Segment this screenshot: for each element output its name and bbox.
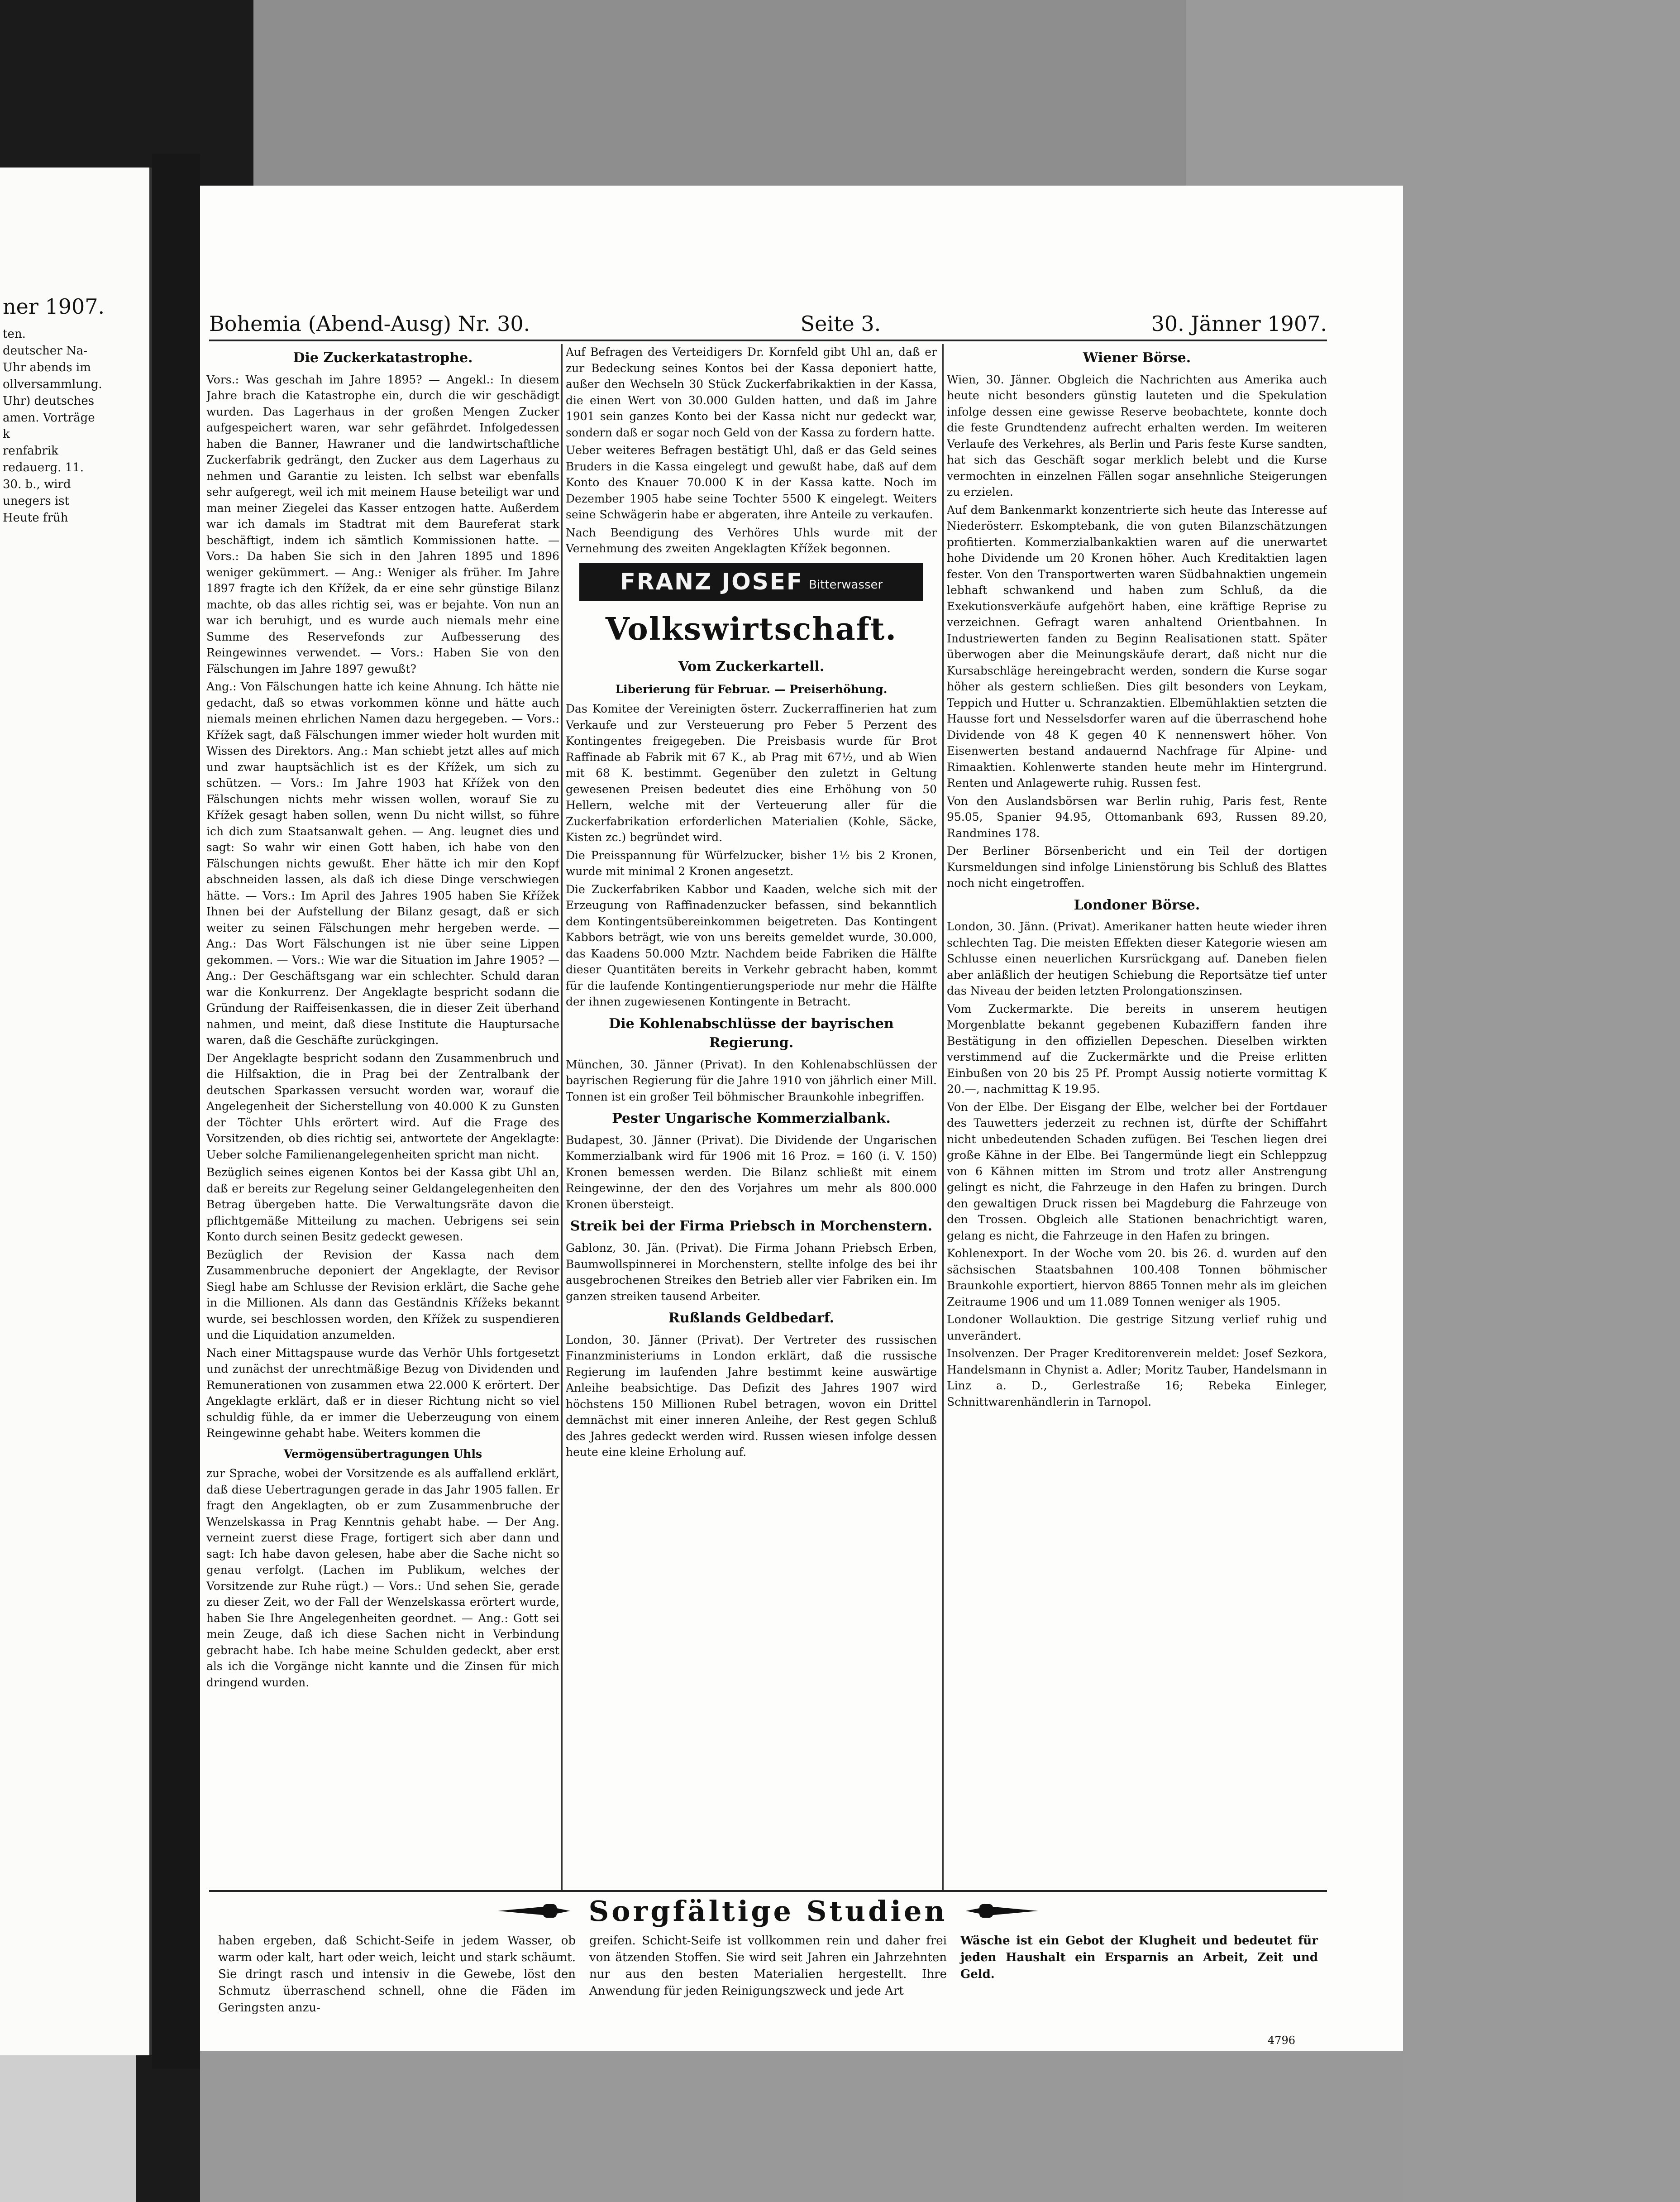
scanner-bed-bottom	[200, 2051, 1403, 2202]
paragraph: Auf dem Bankenmarkt konzentrierte sich heute das Interesse auf Niederösterr. Eskomptebank, die von guten Bilanzschätzungen profitierten. Kommerzialbankaktien waren auf die unerwartet hohe Dividende um 20 Kronen höher. Auch Kreditaktien lagen fester. Von den Transportwerten waren Südbahnaktien ungemein lebhaft schwankend und haben zum Schluß, da die Exekutionsverkäufe aufgehört haben, eine kräftige Reprise zu verzeichnen. Gefragt waren anhaltend Orientbahnen. In Industriewerten fanden zu Beginn Realisationen statt. Später überwogen aber die Meinungskäufe derart, daß nicht nur die Kursabschläge hereingebracht werden, sondern die Kurse sogar höher als gestern schließen. Dies gilt besonders von Leykam, Teppich und Hutter u. Schranzaktien. Elbemühlaktien setzten die Hausse fort und Nesselsdorfer waren auf die überraschend hohe Dividende von 48 K gegen 40 K nennenswert höher. Von Eisenwerten bestand andauernd Nachfrage für Alpine- und Rimaaktien. Kohlenwerte standen heute mehr im Hintergrund. Renten und Anlagewerte ruhig. Russen fest.	[947, 503, 1327, 790]
left-line: renfabrik	[3, 444, 58, 458]
article-heading: Wiener Börse.	[1083, 350, 1191, 366]
paragraph: Londoner Wollauktion. Die gestrige Sitzung verlief ruhig und unverändert.	[947, 1313, 1327, 1342]
paragraph: Vom Zuckermarkte. Die bereits in unserem heutigen Morgenblatte bekannt gegebenen Kubaziffern fanden ihre Bestätigung in den offiziellen Depeschen. Dieselben wirkten verstimmend auf die Zuckermärkte und die Preise erlitten Einbußen von 20 bis 25 Pf. Prompt Aussig notierte vormittag K 20.—, nachmittag K 19.95.	[947, 1002, 1327, 1096]
column-rule	[942, 344, 944, 2046]
ad-title-row	[209, 1892, 1327, 1930]
ad-text-col: Wäsche ist ein Gebot der Klugheit und bedeutet für jeden Haushalt ein Ersparnis an Arbeit, Zeit und Geld.	[960, 1934, 1318, 1981]
ad-text-col: greifen. Schicht-Seife ist vollkommen rein und daher frei von ätzenden Stoffen. Sie wird seit Jahren ein Jahrzehnten nur aus den besten Materialien hergestellt. Ihre Anwendung für jeden Reinigungszweck und jede Art	[589, 1934, 947, 1998]
pointing-hand-icon	[493, 1897, 575, 1924]
paragraph: Die Preisspannung für Würfelzucker, bisher 1½ bis 2 Kronen, wurde mit minimal 2 Kronen angesetzt.	[566, 848, 937, 878]
header-page-number: Seite 3.	[800, 311, 881, 336]
paragraph: Ang.: Von Fälschungen hatte ich keine Ahnung. Ich hätte nie gedacht, daß so etwas vorkommen könne und hätte auch niemals meinen ehrlichen Namen dazu hergegeben. — Vors.: Křížek sagt, daß Fälschungen immer wieder holt wurden mit Wissen des Direktors. Ang.: Man schiebt jetzt alles auf mich und zwar hauptsächlich ist es der Křížek, um sich zu schützen. — Vors.: Im Jahre 1903 hat Křížek von den Fälschungen nichts mehr wissen wollen, worauf Sie zu Křížek gesagt haben sollen, wenn Du nicht willst, so führe ich dich zum Staatsanwalt gehen. — Ang. leugnet dies und sagt: So wahr wir einen Gott haben, ich habe von den Fälschungen nichts gewußt. Eher hätte ich mir den Kopf abschneiden lassen, als daß ich diese Dinge verschwiegen hätte. — Vors.: Im April des Jahres 1905 haben Sie Křížek Ihnen bei der Aufstellung der Bilanz gesagt, daß er sich weiter zu seinen Fälschungen mehr hergeben werde. — Ang.: Das Wort Fälschungen ist nie über seine Lippen gekommen. — Vors.: Wie war die Situation im Jahre 1905? — Ang.: Der Geschäftsgang war ein schlechter. Schuld daran war die Konkurrenz. Der Angeklagte bespricht sodann die Gründung der Raiffeisenkassen, die in dieser Zeit überhand nahmen, und meint, daß diese Institute die Hauptursache waren, daß die Geschäfte zurückgingen.	[206, 680, 559, 1047]
subheading: Rußlands Geldbedarf.	[668, 1310, 835, 1326]
ad-body	[209, 1930, 1327, 2016]
pointing-hand-icon	[961, 1897, 1043, 1924]
left-line: amen. Vorträge	[3, 411, 95, 425]
paragraph: Gablonz, 30. Jän. (Privat). Die Firma Johann Priebsch Erben, Baumwollspinnerei in Morchenstern, stellte infolge des bei ihr ausgebrochenen Streikes den Betrieb aller vier Fabriken ein. Im ganzen streiken tausend Arbeiter.	[566, 1241, 937, 1303]
left-line: Uhr) deutsches	[3, 394, 95, 408]
column-trial-report	[206, 344, 559, 1996]
paragraph: Ueber weiteres Befragen bestätigt Uhl, daß er das Geld seines Bruders in die Kassa eingelegt und gewußt habe, daß auf dem Konto des Knauer 70.000 K in der Kassa katte. Noch im Dezember 1905 habe seine Tochter 5500 K eingelegt. Weiters seine Schwägerin habe er abgeraten, ihre Anteile zu verkaufen.	[566, 444, 937, 521]
ad-brand: FRANZ JOSEF	[620, 569, 804, 595]
binding-gutter	[152, 154, 200, 2069]
paragraph: Insolvenzen. Der Prager Kreditorenverein meldet: Josef Sezkora, Handelsmann in Chynist a. Adler; Moritz Tauber, Handelsmann in Linz a. D., Gerlestraße 16; Rebeka Einleger, Schnittwarenhändlerin in Tarnopol.	[947, 1347, 1327, 1408]
soap-advertisement	[209, 1890, 1327, 2055]
left-line: deutscher Na-	[3, 344, 87, 358]
left-line: ten.	[3, 327, 26, 341]
paragraph: Bezüglich der Revision der Kassa nach dem Zusammenbruche deponiert der Angeklagte, der Revisor Siegl habe am Schlusse der Revision erklärt, die Sache gehe in die Millionen. Als dann das Geständnis Křížeks bekannt wurde, sei beschlossen worden, den Křížek zu suspendieren und die Liquidation anzumelden.	[206, 1248, 559, 1342]
subheading: Londoner Börse.	[1074, 897, 1200, 913]
paragraph: London, 30. Jänner (Privat). Der Vertreter des russischen Finanzministeriums in London erklärt, daß die russische Regierung im laufenden Jahre bestimmt keine auswärtige Anleihe beabsichtige. Das Defizit des Jahres 1907 wird höchstens 150 Millionen Rubel betragen, wovon ein Drittel demnächst mit einer inneren Anleihe, der Rest gegen Schluß des Jahres gedeckt werden wird. Russen wiesen infolge dessen heute eine kleine Erholung auf.	[566, 1333, 937, 1459]
left-page-fragment	[0, 168, 152, 2055]
paragraph: London, 30. Jänn. (Privat). Amerikaner hatten heute wieder ihren schlechten Tag. Die meisten Effekten dieser Kategorie wiesen am Schlusse einen neuerlichen Kursrückgang auf. Daneben fielen aber anläßlich der heutigen Schiebung die Reportsätze tief unter das Niveau der beiden letzten Prolongationszinsen.	[947, 920, 1327, 998]
section-title: Volkswirtschaft.	[605, 611, 897, 647]
paragraph: Der Berliner Börsenbericht und ein Teil der dortigen Kursmeldungen sind infolge Linienstörung bis Schluß des Blattes noch nicht eingetroffen.	[947, 844, 1327, 890]
paragraph: Nach Beendigung des Verhöres Uhls wurde mit der Vernehmung des zweiten Angeklagten Křížek begonnen.	[566, 526, 937, 555]
franz-josef-advertisement	[579, 563, 923, 601]
paragraph: Kohlenexport. In der Woche vom 20. bis 26. d. wurden auf den sächsischen Staatsbahnen 100.408 Tonnen böhmischer Braunkohle exportiert, hiervon 8865 Tonnen mehr als im gleichen Zeitraume 1906 und um 11.089 Tonnen weniger als 1905.	[947, 1247, 1327, 1308]
paragraph: zur Sprache, wobei der Vorsitzende es als auffallend erklärt, daß diese Uebertragungen gerade in das Jahr 1905 fallen. Er fragt den Angeklagten, ob er zum Zusammenbruche der Wenzelskassa in Prag Kenntnis gehabt habe. — Der Ang. verneint zuerst diese Frage, fortigert sich aber dann und sagt: Ich habe davon gelesen, habe aber die Sache nicht so genau verfolgt. (Lachen im Publikum, welches der Vorsitzende zur Ruhe rügt.) — Vors.: Und sehen Sie, gerade zu dieser Zeit, wo der Fall der Wenzelskassa erörtert wurde, haben Sie Ihre Angelegenheiten geordnet. — Ang.: Gott sei mein Zeuge, daß ich diese Sachen nicht in Verbindung gebracht habe. Ich habe meine Schulden gedeckt, aber erst als ich die Vorgänge nicht kannte und die Zinsen für mich dringend wurden.	[206, 1467, 559, 1689]
paragraph: Auf Befragen des Verteidigers Dr. Kornfeld gibt Uhl an, daß er zur Bedeckung seines Kontos bei der Kassa deponiert hatte, außer den Wechseln 30 Stück Zuckerfabrikaktien in der Kassa, die einen Wert von 30.000 Gulden hatten, und daß im Jahre 1901 sein ganzes Konto bei der Kassa nicht nur gedeckt war, sondern daß er sogar noch Geld von der Kassa zu fordern hatte.	[566, 345, 937, 439]
header-date: 30. Jänner 1907.	[1151, 311, 1327, 336]
header-publication: Bohemia (Abend-Ausg) Nr. 30.	[209, 311, 530, 336]
paragraph: Bezüglich seines eigenen Kontos bei der Kassa gibt Uhl an, daß er bereits zur Regelung seiner Geldangelegenheiten den Betrag übergeben hatte. Die Verwaltungsräte davon die pflichtgemäße Mitteilung zu machen. Uebrigens sei sein Konto durch seinen Besitz gedeckt gewesen.	[206, 1166, 559, 1244]
left-line: unegers ist	[3, 494, 70, 508]
paragraph: Nach einer Mittagspause wurde das Verhör Uhls fortgesetzt und zunächst der unrechtmäßige Bezug von Dividenden und Remunerationen von zusammen etwa 22.000 K erörtert. Der Angeklagte erklärt, daß er in dieser Richtung nicht so viel schuldig fühle, da er immer die Ueberzeugung von einem Reingewinne gehabt habe. Weiters kommen die	[206, 1346, 559, 1440]
paragraph: Die Zuckerfabriken Kabbor und Kaaden, welche sich mit der Erzeugung von Raffinadenzucker befassen, sind bekanntlich dem Kontingentsübereinkommen beigetreten. Das Kontingent Kabbors beträgt, wie von uns bereits gemeldet wurde, 30.000, das Kaadens 50.000 Mztr. Nachdem beide Fabriken die Hälfte dieser Quantitäten bereits in Verkehr gebracht haben, kommt für die laufende Kontingentierungsperiode nur mehr die Hälfte der ihnen zugewiesenen Kontingente in Betracht.	[566, 882, 937, 1009]
column-stock-exchange	[947, 344, 1327, 2019]
paragraph: München, 30. Jänner (Privat). In den Kohlenabschlüssen der bayrischen Regierung für die Jahre 1910 von jährlich einer Mill. Tonnen ist ein großer Teil böhmischer Braunkohle inbegriffen.	[566, 1058, 937, 1103]
newspaper-page	[200, 186, 1403, 2051]
page-header	[209, 308, 1327, 341]
left-line: Heute früh	[3, 511, 68, 525]
left-page-text	[3, 326, 146, 527]
subheading: Pester Ungarische Kommerzialbank.	[612, 1111, 891, 1127]
paragraph: Wien, 30. Jänner. Obgleich die Nachrichten aus Amerika auch heute nicht besonders günstig lauteten und die Spekulation infolge dessen eine gewisse Reserve beobachtete, konnte doch die feste Grundtendenz aufrecht erhalten werden. Im weiteren Verlaufe des Verkehres, als Berlin und Paris feste Kurse sandten, hat sich das Geschäft sogar merklich belebt und die Kurse vermochten in einzelnen Fällen sogar ansehnliche Steigerungen zu erzielen.	[947, 373, 1327, 499]
article-heading: Die Zuckerkatastrophe.	[293, 350, 473, 366]
ad-subtitle: Bitterwasser	[809, 578, 883, 592]
paragraph: Von der Elbe. Der Eisgang der Elbe, welcher bei der Fortdauer des Tauwetters jederzeit zu rechnen ist, dürfte der Schiffahrt nicht unbedeutenden Schaden zufügen. Bei Teschen liegen drei große Kähne in der Elbe. Bei Tangermünde liegt ein Schleppzug von 6 Kähnen mitten im Strom und trotz aller Anstrengung gelingt es nicht, die Fahrzeuge in den Hafen zu bringen. Durch den gewaltigen Druck rissen bei Magdeburg die Fahrzeuge von den Trossen. Obgleich alle Stationen benachrichtigt waren, gelang es nicht, die Fahrzeuge in den Hafen zu bringen.	[947, 1100, 1327, 1242]
subheading: Vermögensübertragungen Uhls	[283, 1447, 482, 1460]
paragraph: Von den Auslandsbörsen war Berlin ruhig, Paris fest, Rente 95.05, Spanier 94.95, Ottomanbank 693, Russen 89.20, Randmines 178.	[947, 794, 1327, 840]
ad-title: Sorgfältige Studien	[588, 1894, 948, 1928]
left-line: ollversammlung.	[3, 377, 102, 391]
column-rule	[561, 344, 563, 2046]
left-page-header: ner 1907.	[3, 294, 105, 319]
ad-code: 4796	[1267, 2034, 1295, 2047]
paragraph: Der Angeklagte bespricht sodann den Zusammenbruch und die Hilfsaktion, die in Prag bei der Zentralbank der deutschen Sparkassen versucht worden war, worauf die Angelegenheit der Sicherstellung von 40.000 K zu Gunsten der Töchter Uhls erörtert wird. Auf die Frage des Vorsitzenden, ob dies richtig sei, antwortete der Angeklagte: Ueber solche Familienangelegenheiten spricht man nicht.	[206, 1051, 559, 1161]
paragraph: Vors.: Was geschah im Jahre 1895? — Angekl.: In diesem Jahre brach die Katastrophe ein, durch die wir geschädigt wurden. Das Lagerhaus in der großen Mengen Zucker aufgespeichert waren, war sehr gefährdet. Infolgedessen haben die Banner, Hawraner und die landwirtschaftliche Zuckerfabrik gedrängt, den Zucker aus dem Lagerhaus zu nehmen und Garantie zu leisten. Ich selbst war ebenfalls sehr aufgeregt, weil ich mit meinem Hause beteiligt war und man meiner Ziegelei das Kasser entzogen hatte. Außerdem war ich damals im Stadtrat mit dem Baureferat stark beschäftigt, indem ich sämtlich Kommissionen hatte. — Vors.: Da haben Sie sich in den Jahren 1895 und 1896 weniger gekümmert. — Ang.: Weniger als früher. Im Jahre 1897 fragte ich den Křížek, da er eine sehr günstige Bilanz machte, ob das alles richtig sei, was er bejahte. Von nun an war ich beruhigt, und es wurde auch niemals mehr eine Summe des Reservefonds zur Aufbesserung des Reingewinnes verwendet. — Vors.: Haben Sie von den Fälschungen im Jahre 1897 gewußt?	[206, 373, 559, 675]
left-line: k	[3, 427, 10, 441]
left-line: Uhr abends im	[3, 360, 91, 374]
subheading: Die Kohlenabschlüsse der bayrischen Regierung.	[609, 1015, 894, 1051]
column-economy	[566, 344, 937, 2019]
subheading: Liberierung für Februar. — Preiserhöhung.	[615, 682, 888, 696]
paragraph: Budapest, 30. Jänner (Privat). Die Dividende der Ungarischen Kommerzialbank wird für 1906 mit 16 Proz. = 160 (i. V. 150) Kronen bemessen werden. Die Bilanz schließt mit einem Reingewinne, der den des Vorjahres um mehr als 800.000 Kronen übersteigt.	[566, 1133, 937, 1211]
paragraph: Das Komitee der Vereinigten österr. Zuckerraffinerien hat zum Verkaufe und zur Versteuerung pro Feber 5 Perzent des Kontingentes freigegeben. Die Preisbasis wurde für Brot Raffinade ab Fabrik mit 67 K., ab Prag mit 67½, und ab Wien mit 68 K. bestimmt. Gegenüber den zuletzt in Geltung gewesenen Preisen bedeutet dies eine Erhöhung von 50 Hellern, welche mit der Verteuerung aller für die Zuckerfabrikation erforderlichen Materialien (Kohle, Säcke, Kisten zc.) begründet wird.	[566, 702, 937, 844]
left-line: 30. b., wird	[3, 478, 71, 492]
left-page-lower-edge	[0, 2055, 136, 2202]
subheading: Vom Zuckerkartell.	[678, 659, 825, 675]
left-line: redauerg. 11.	[3, 461, 84, 475]
subheading: Streik bei der Firma Priebsch in Morchenstern.	[570, 1218, 933, 1235]
ad-text-col: haben ergeben, daß Schicht-Seife in jedem Wasser, ob warm oder kalt, hart oder weich, leicht und stark schäumt. Sie dringt rasch und intensiv in die Gewebe, löst den Schmutz überraschend schnell, ohne die Fäden im Geringsten anzu-	[218, 1934, 576, 2015]
